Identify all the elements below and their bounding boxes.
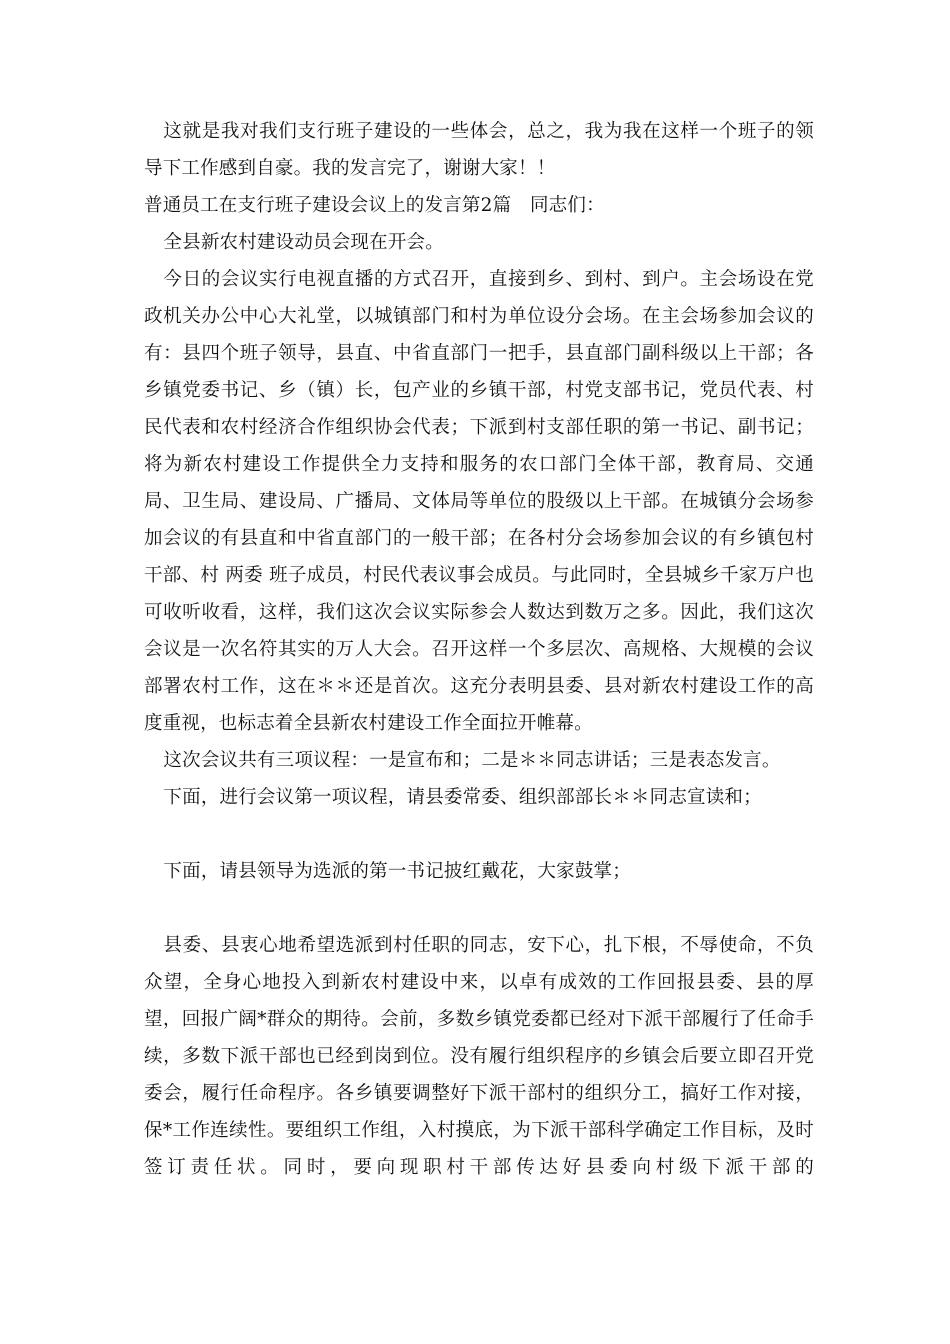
paragraph-expectations: 县委、县衷心地希望选派到村任职的同志，安下心，扎下根，不辱使命，不负众望，全身心地投入到新农村建设中来，以卓有成效的工作回报县委、县的厚望，回报广阔*群众的期待。会前，多数乡镇党委都已经对下派干部履行了任命手续，多数下派干部也已经到岗到位。没有履行组织程序的乡镇会后要立即召开党委会，履行任命程序。各乡镇要调整好下派干部村的组织分工，搞好工作对接，保*工作连续性。要组织工作组，入村摸底，为下派干部科学确定工作目标，及时签订责任状。同时，要向现职村干部传达好县委向村级下派干部的 <box>144 935 814 1178</box>
paragraph-opening: 全县新农村建设动员会现在开会。 <box>163 232 444 253</box>
paragraph-closing-remarks: 这就是我对我们支行班子建设的一些体会，总之，我为我在这样一个班子的领导下工作感到自豪。我的发言完了，谢谢大家！！ <box>144 121 814 179</box>
section-heading: 普通员工在支行班子建设会议上的发言第2篇 同志们： <box>144 195 605 216</box>
paragraph-red-flowers: 下面，请县领导为选派的第一书记披红戴花，大家鼓掌； <box>163 861 631 882</box>
paragraph-agenda: 这次会议共有三项议程：一是宣布和；二是＊＊同志讲话；三是表态发言。 <box>163 750 781 771</box>
paragraph-first-item: 下面，进行会议第一项议程，请县委常委、组织部部长＊＊同志宣读和； <box>163 787 762 808</box>
blank-line <box>144 890 814 927</box>
blank-line <box>144 816 814 853</box>
document-body <box>144 113 814 1186</box>
paragraph-meeting-format: 今日的会议实行电视直播的方式召开，直接到乡、到村、到户。主会场设在党政机关办公中心大礼堂，以城镇部门和村为单位设分会场。在主会场参加会议的有：县四个班子领导，县直、中省直部门一把手，县直部门副科级以上干部；各乡镇党委书记、乡（镇）长，包产业的乡镇干部，村党支部书记，党员代表、村民代表和农村经济合作组织协会代表；下派到村支部任职的第一书记、副书记；将为新农村建设工作提供全力支持和服务的农口部门全体干部，教育局、交通局、卫生局、建设局、广播局、文体局等单位的股级以上干部。在城镇分会场参加会议的有县直和中省直部门的一般干部；在各村分会场参加会议的有乡镇包村干部、村 两委 班子成员，村民代表议事会成员。与此同时，全县城乡千家万户也可收听收看，这样，我们这次会议实际参会人数达到数万之多。因此，我们这次会议是一次名符其实的万人大会。召开这样一个多层次、高规格、大规模的会议部署农村工作，这在＊＊还是首次。这充分表明县委、县对新农村建设工作的高度重视，也标志着全县新农村建设工作全面拉开帷幕。 <box>144 269 814 734</box>
